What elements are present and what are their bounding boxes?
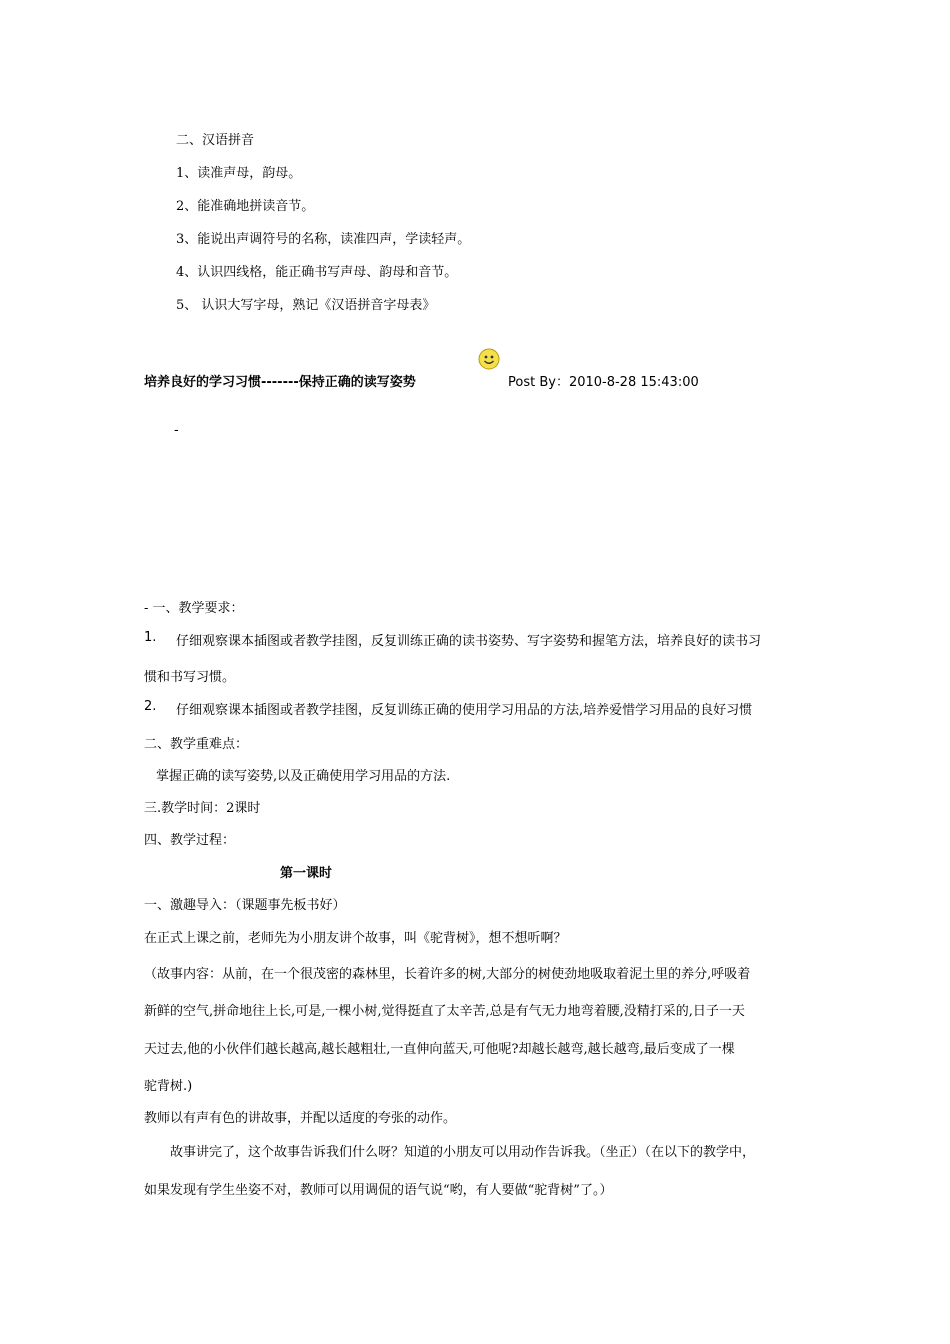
teaching-time: 三.教学时间：2课时: [144, 801, 261, 816]
req2-text: 仔细观察课本插图或者教学挂图，反复训练正确的使用学习用品的方法,培养爱惜学习用品的良好习惯: [176, 703, 753, 718]
process-heading: 四、教学过程：: [144, 833, 236, 848]
post-meta: Post By：2010-8-28 15:43:00: [508, 375, 699, 390]
pinyin-item: 2、能准确地拼读音节。: [176, 199, 315, 214]
req1-text-cont: 惯和书写习惯。: [144, 670, 236, 685]
period-title: 第一课时: [280, 866, 333, 881]
teacher-note: 教师以有声有色的讲故事，并配以适度的夸张的动作。: [144, 1111, 457, 1126]
key-points-text: 掌握正确的读写姿势,以及正确使用学习用品的方法.: [156, 769, 451, 784]
key-points-heading: 二、教学重难点：: [144, 737, 249, 752]
post-title: 培养良好的学习习惯-------保持正确的读写姿势: [144, 375, 416, 390]
story-line: 新鲜的空气,拼命地往上长,可是,一棵小树,觉得挺直了太辛苦,总是有气无力地弯着腰,没精打采的,日子一天: [144, 1004, 745, 1019]
intro-heading: 一、激趣导入：（课题事先板书好）: [144, 898, 346, 913]
pinyin-item: 1、读准声母，韵母。: [176, 166, 302, 181]
pinyin-item: 3、能说出声调符号的名称，读准四声，学读轻声。: [176, 232, 471, 247]
story-line: 驼背树.): [144, 1079, 193, 1094]
req2-number: 2.: [144, 699, 157, 714]
req1-text: 仔细观察课本插图或者教学挂图，反复训练正确的读书姿势、写字姿势和握笔方法，培养良好的读书习: [176, 634, 762, 649]
pinyin-heading: 二、汉语拼音: [176, 133, 255, 148]
after-story-line: 故事讲完了，这个故事告诉我们什么呀？知道的小朋友可以用动作告诉我。（坐正）（在以下的教学中，: [170, 1145, 756, 1160]
pinyin-item: 4、认识四线格，能正确书写声母、韵母和音节。: [176, 265, 458, 280]
story-line: （故事内容：从前，在一个很茂密的森林里，长着许多的树,大部分的树使劲地吸取着泥土里的养分,呼吸着: [144, 967, 751, 982]
req1-number: 1.: [144, 630, 157, 645]
requirements-heading: - 一、教学要求：: [144, 601, 244, 616]
intro-text: 在正式上课之前，老师先为小朋友讲个故事，叫《驼背树》，想不想听啊？: [144, 931, 567, 946]
smiley-face-icon: [478, 348, 500, 370]
after-story-line: 如果发现有学生坐姿不对，教师可以用调侃的语气说“哟，有人要做“驼背树”了。）: [144, 1183, 613, 1198]
post-dash: -: [174, 423, 179, 438]
story-line: 天过去,他的小伙伴们越长越高,越长越粗壮,一直伸向蓝天,可他呢?却越长越弯,越长越弯,最后变成了一棵: [144, 1042, 735, 1057]
pinyin-item: 5、 认识大写字母，熟记《汉语拼音字母表》: [176, 298, 436, 313]
